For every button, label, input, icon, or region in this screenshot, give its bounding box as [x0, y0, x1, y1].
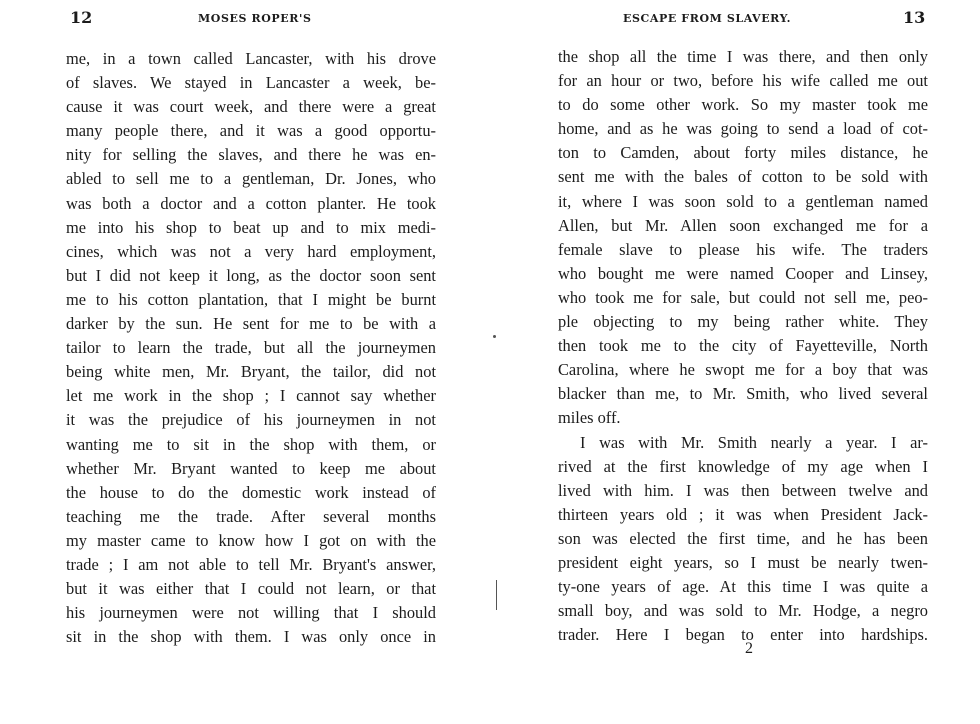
text-line: many people there, and it was a good opportu-	[66, 121, 436, 141]
text-line: it, where I was soon sold to a gentleman named	[558, 191, 928, 211]
text-line: wanting me to sit in the shop with them, or	[66, 434, 436, 454]
right-page	[490, 0, 980, 724]
text-line: lived with him. I was then between twelve and	[558, 480, 928, 500]
text-line: was both a doctor and a cotton planter. He took	[66, 193, 436, 213]
text-line: Carolina, where he swopt me for a boy that was	[558, 360, 928, 380]
text-line: me to his cotton plantation, that I might be burnt	[66, 289, 436, 309]
text-line: tailor to learn the trade, but all the journeymen	[66, 338, 436, 358]
left-page-body	[66, 47, 436, 649]
right-page-body	[558, 45, 928, 647]
text-line: miles off.	[558, 408, 621, 428]
text-line: of slaves. We stayed in Lancaster a week, be-	[66, 73, 436, 93]
text-line: then took me to the city of Fayetteville, North	[558, 336, 928, 356]
text-line: nity for selling the slaves, and there he was en-	[66, 145, 436, 165]
text-line: cines, which was not a very hard employment,	[66, 241, 436, 261]
text-line: the shop all the time I was there, and then only	[558, 47, 928, 66]
text-line: blacker than me, to Mr. Smith, who lived several	[558, 384, 928, 404]
text-line: me, in a town called Lancaster, with his drove	[66, 49, 436, 68]
text-line: small boy, and was sold to Mr. Hodge, a negro	[558, 601, 928, 621]
text-line: darker by the sun. He sent for me to be with a	[66, 314, 436, 334]
text-line: home, and as he was going to send a load of cot-	[558, 119, 928, 139]
text-line: but I did not keep it long, as the doctor soon sent	[66, 265, 436, 285]
gutter-speck	[493, 335, 496, 338]
text-line: let me work in the shop ; I cannot say whether	[66, 386, 436, 406]
text-line: rived at the first knowledge of my age when I	[558, 456, 928, 476]
text-line: for an hour or two, before his wife called me out	[558, 71, 928, 91]
text-line: who took me for sale, but could not sell me, peo-	[558, 287, 928, 307]
left-page-number: 12	[70, 8, 93, 27]
text-line: sit in the shop with them. I was only once in	[66, 627, 436, 647]
text-line: who bought me were named Cooper and Linsey,	[558, 263, 928, 283]
text-line: teaching me the trade. After several months	[66, 506, 436, 526]
text-line: being white men, Mr. Bryant, the tailor, did not	[66, 362, 436, 382]
right-running-head: ESCAPE FROM SLAVERY.	[623, 12, 792, 25]
text-line: whether Mr. Bryant wanted to keep me about	[66, 458, 436, 478]
text-line: sent me with the bales of cotton to be sold with	[558, 167, 928, 187]
text-line: my master came to know how I got on with the	[66, 530, 436, 550]
text-line: cause it was court week, and there were a great	[66, 97, 436, 117]
signature-mark: 2	[745, 640, 753, 657]
text-line: female slave to please his wife. The traders	[558, 239, 928, 259]
text-line: to do some other work. So my master took me	[558, 95, 928, 115]
text-line: but it was either that I could not learn, or that	[66, 579, 436, 599]
text-line: thirteen years old ; it was when President Jack-	[558, 504, 928, 524]
text-line: ple objecting to my being rather white. They	[558, 312, 928, 332]
text-line: trade ; I am not able to tell Mr. Bryant's answer,	[66, 554, 436, 574]
text-line: son was elected the first time, and he has been	[558, 528, 928, 548]
text-line: trader. Here I began to enter into hardships.	[558, 625, 928, 645]
text-line: ty-one years of age. At this time I was quite a	[558, 577, 928, 597]
text-line: his journeymen were not willing that I should	[66, 603, 436, 623]
text-line: the house to do the domestic work instead of	[66, 482, 436, 502]
text-line: ton to Camden, about forty miles distance, he	[558, 143, 928, 163]
text-line: president eight years, so I must be nearly twen-	[558, 552, 928, 572]
gutter-speck	[496, 580, 497, 610]
text-line: I was with Mr. Smith nearly a year. I ar-	[580, 432, 928, 452]
text-line: me into his shop to beat up and to mix medi-	[66, 217, 436, 237]
text-line: abled to sell me to a gentleman, Dr. Jones, who	[66, 169, 436, 189]
text-line: it was the prejudice of his journeymen in not	[66, 410, 436, 430]
text-line: Allen, but Mr. Allen soon exchanged me for a	[558, 215, 928, 235]
left-running-head: MOSES ROPER'S	[198, 12, 312, 25]
right-page-number: 13	[903, 8, 926, 27]
